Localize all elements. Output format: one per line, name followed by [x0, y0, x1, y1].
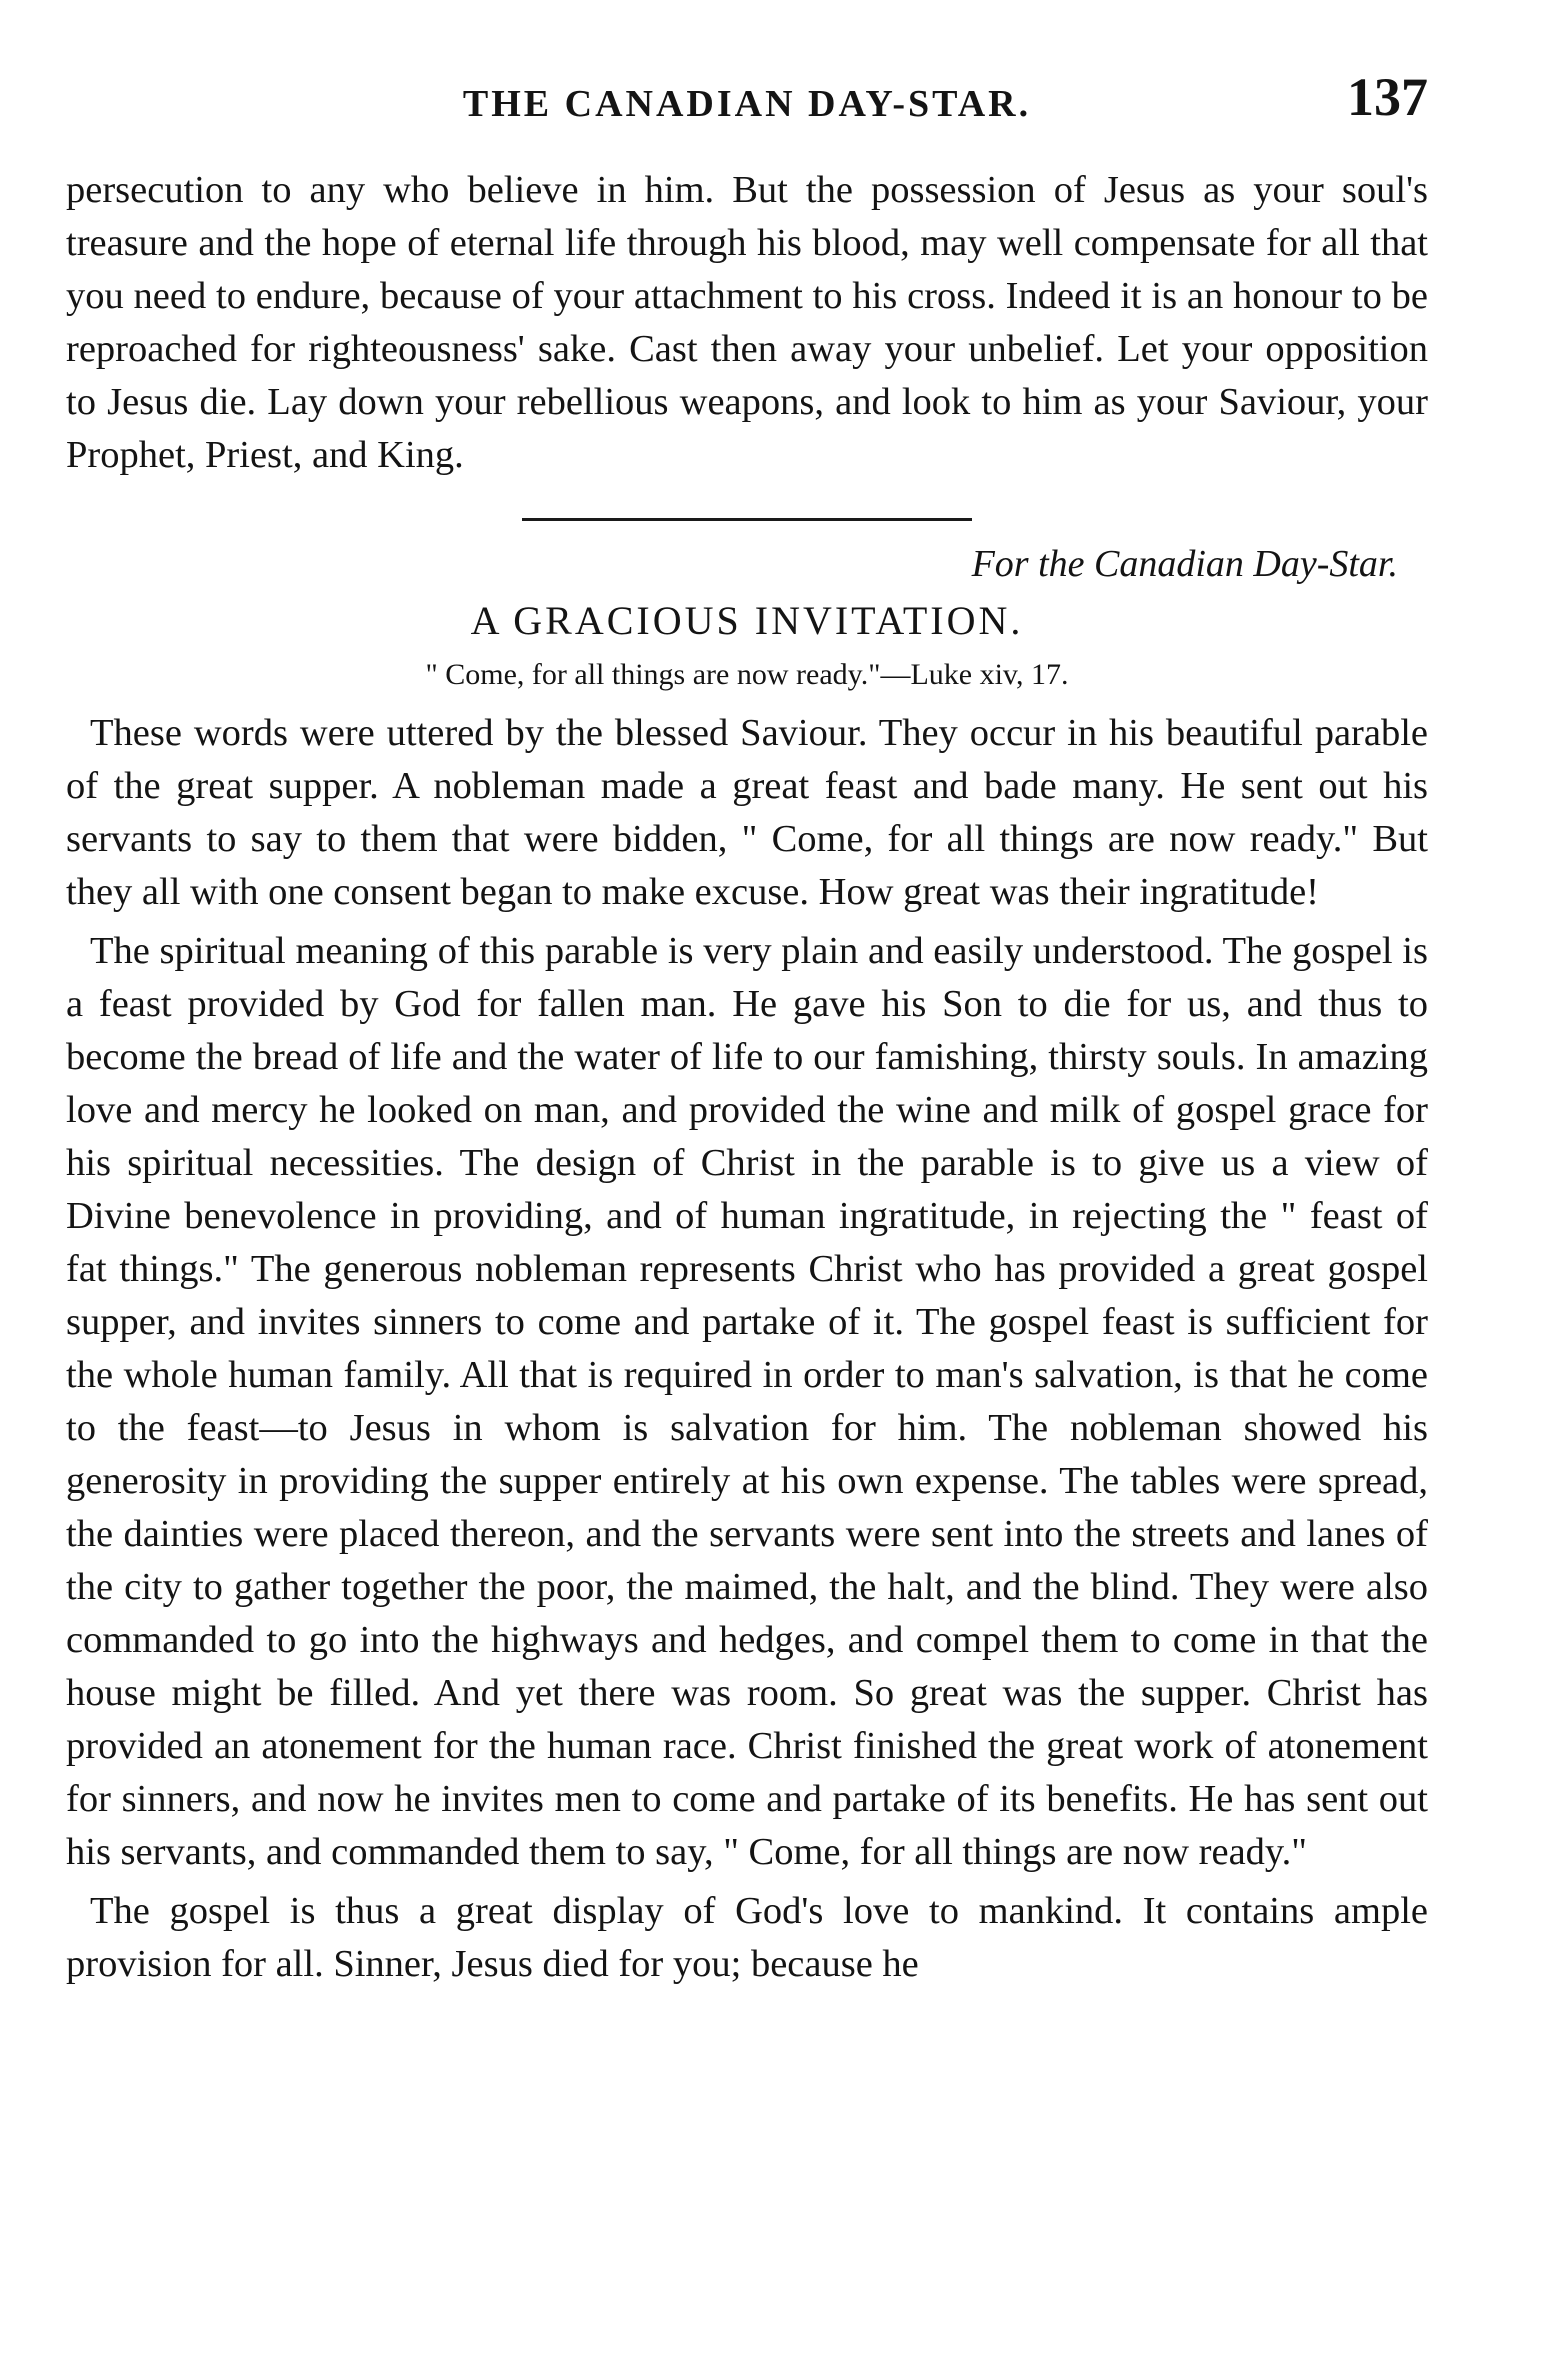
article-epigraph: " Come, for all things are now ready."—Luke xiv, 17.	[425, 658, 1069, 691]
section-divider-rule	[522, 518, 972, 521]
continued-paragraph: persecution to any who believe in him. But the possession of Jesus as your soul's treasure and the hope of eternal life through his blood, may well compensate for all that you need to endure, because of your attachment to his cross. Indeed it is an honour to be reproached for righteousness' sake. Cast then away your unbelief. Let your opposition to Jesus die. Lay down your rebellious weapons, and look to him as your Saviour, your Prophet, Priest, and King.	[66, 169, 1428, 476]
article-paragraph-2: The spiritual meaning of this parable is very plain and easily understood. The gospel is a feast provided by God for fallen man. He gave his Son to die for us, and thus to become the bread of life and the water of life to our famishing, thirsty souls. In amazing love and mercy he looked on man, and provided the wine and milk of gospel grace for his spiritual necessities. The design of Christ in the parable is to give us a view of Divine benevolence in providing, and of human ingratitude, in rejecting the " feast of fat things." The generous nobleman represents Christ who has provided a great gospel supper, and invites sinners to come and partake of it. The gospel feast is sufficient for the whole human family. All that is required in order to man's salvation, is that he come to the feast—to Jesus in whom is salvation for him. The nobleman showed his generosity in providing the supper entirely at his own expense. The tables were spread, the dainties were placed thereon, and the servants were sent into the streets and lanes of the city to gather together the poor, the maimed, the halt, and the blind. They were also commanded to go into the highways and hedges, and compel them to come in that the house might be filled. And yet there was room. So great was the supper. Christ has provided an atonement for the human race. Christ finished the great work of atonement for sinners, and now he invites men to come and partake of its benefits. He has sent out his servants, and commanded them to say, " Come, for all things are now ready."	[66, 930, 1428, 1873]
running-head-title: THE CANADIAN DAY-STAR.	[462, 83, 1032, 125]
article-byline: For the Canadian Day-Star.	[971, 543, 1398, 585]
page-number: 137	[1347, 67, 1428, 127]
running-head	[66, 62, 1428, 127]
article-paragraph-3: The gospel is thus a great display of God's love to mankind. It contains ample provision for all. Sinner, Jesus died for you; because he	[66, 1890, 1428, 1985]
book-page	[66, 62, 1428, 1991]
article-title: A GRACIOUS INVITATION.	[470, 598, 1024, 643]
article-paragraph-1: These words were uttered by the blessed Saviour. They occur in his beautiful parable of the great supper. A nobleman made a great feast and bade many. He sent out his servants to say to them that were bidden, " Come, for all things are now ready." But they all with one consent began to make excuse. How great was their ingratitude!	[66, 712, 1428, 913]
